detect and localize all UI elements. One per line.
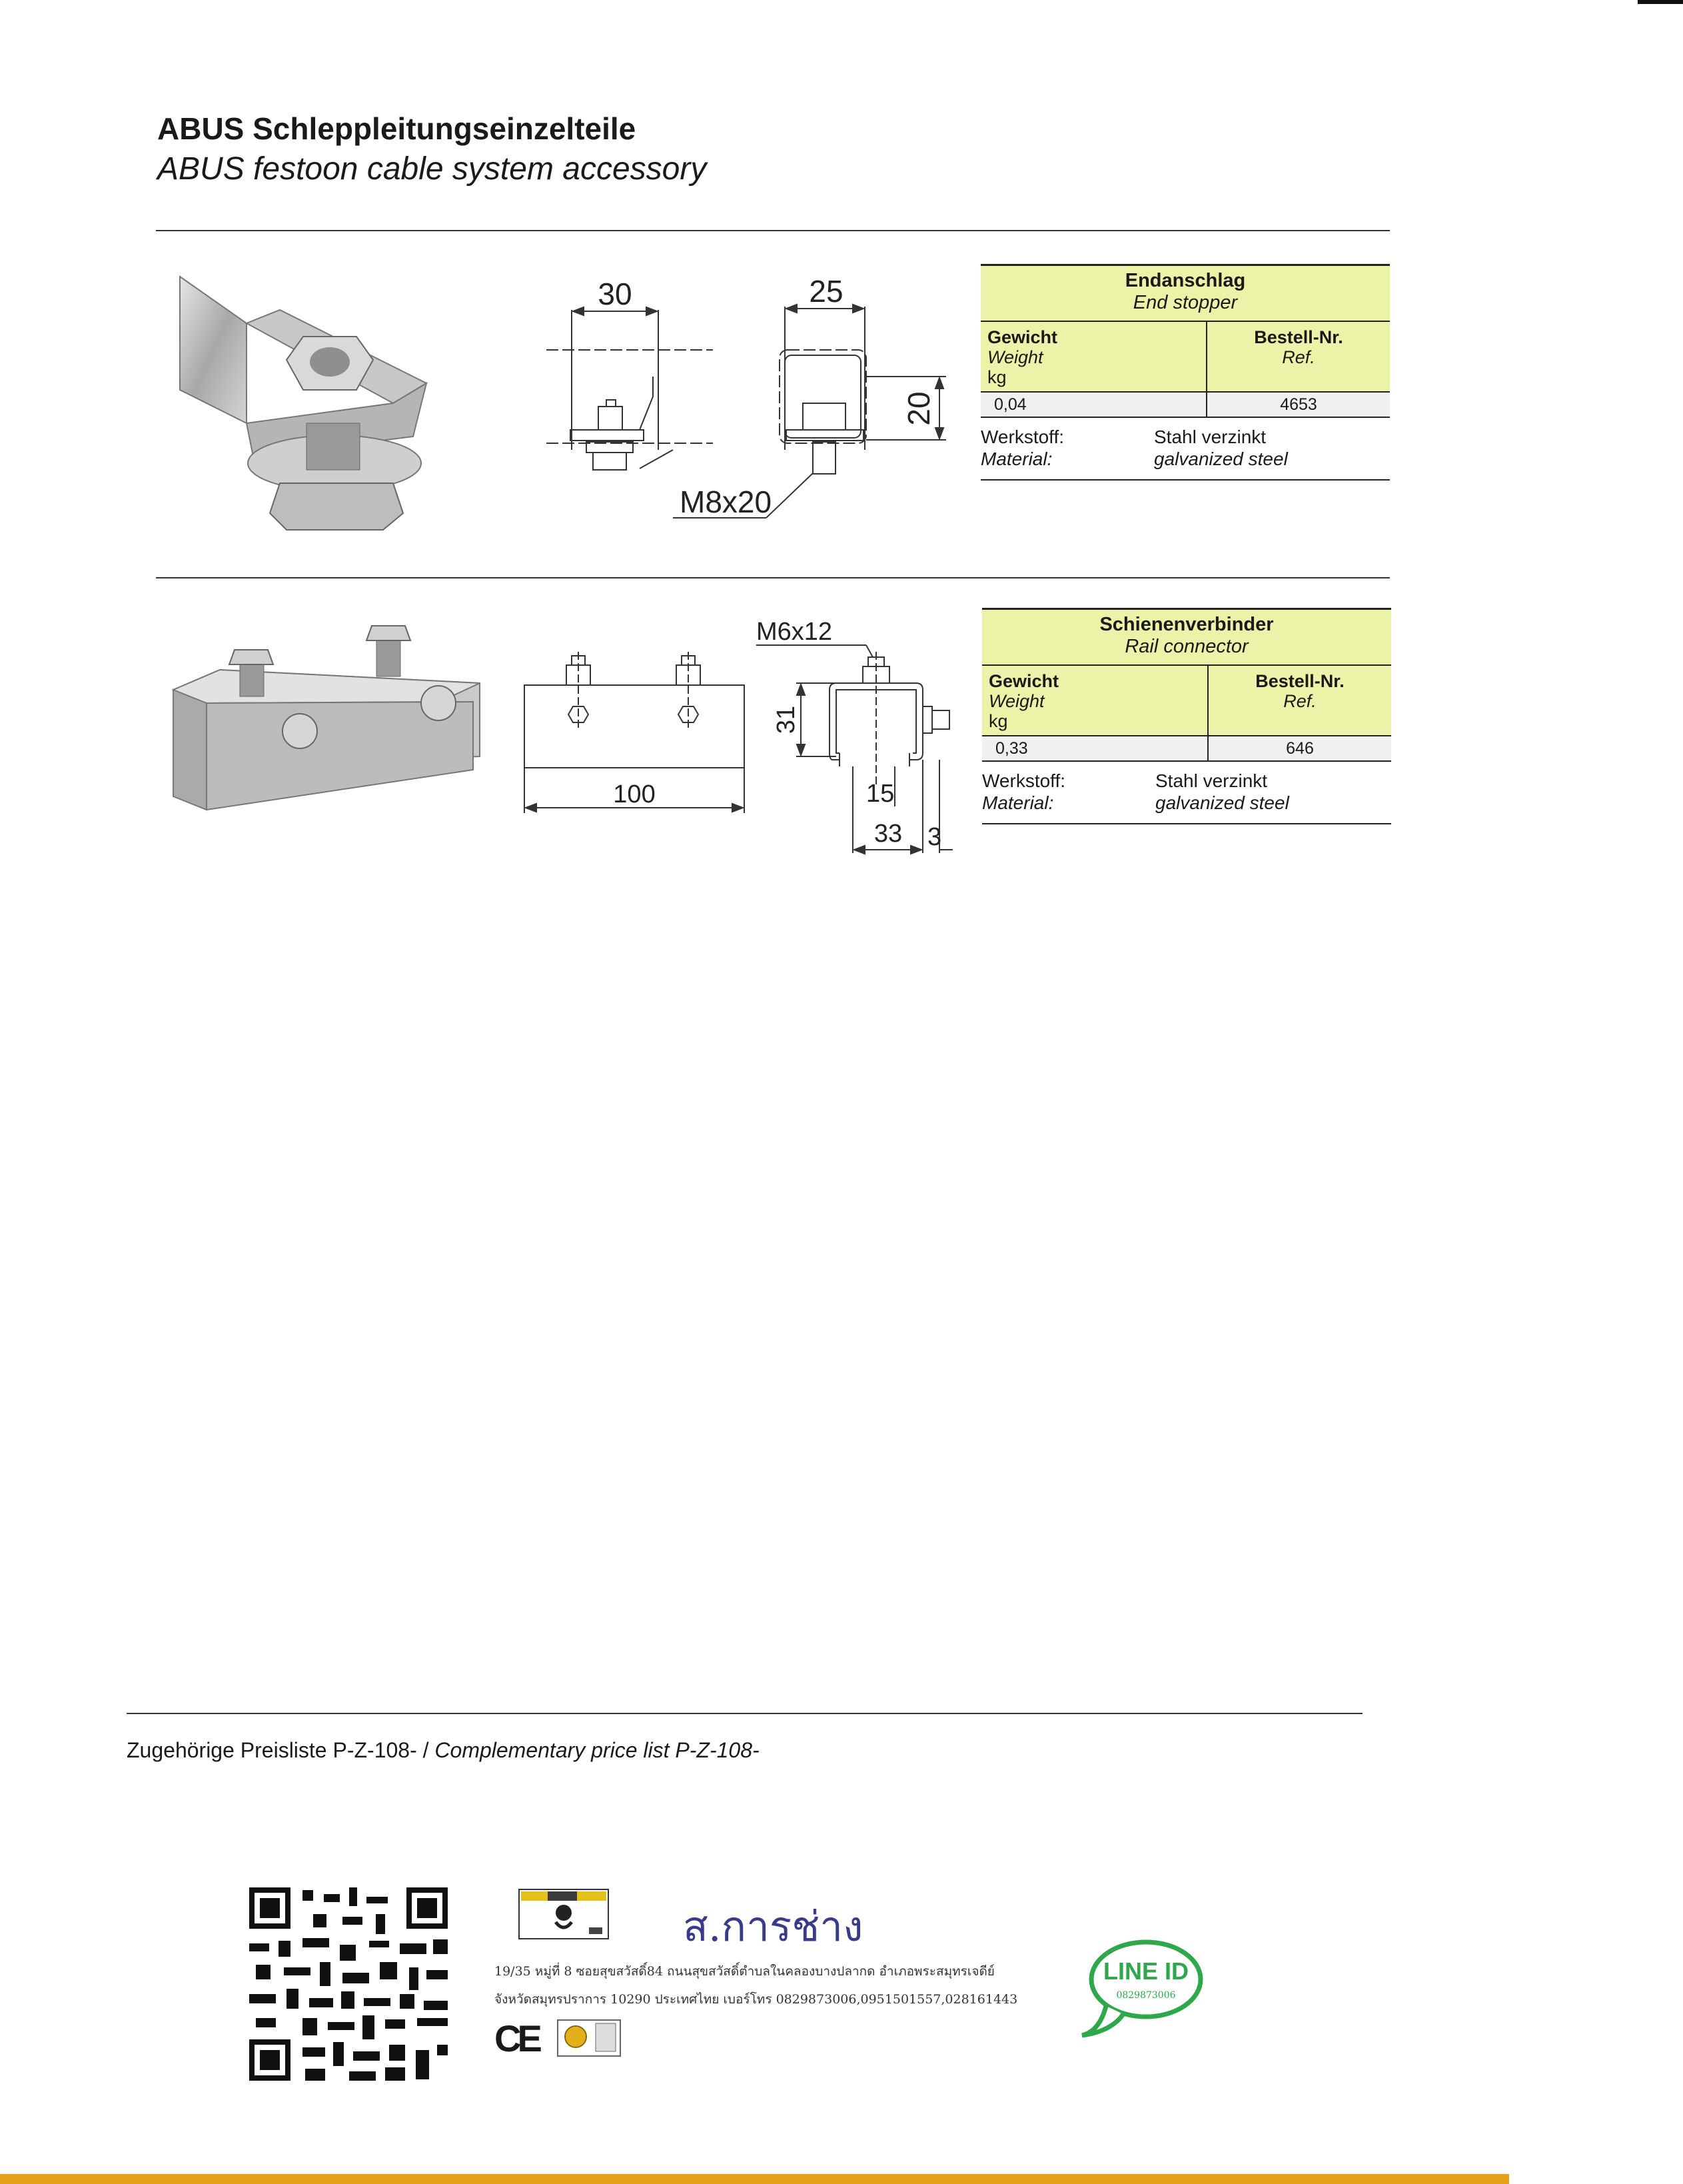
qr-code[interactable] [249, 1887, 448, 2081]
footer-divider [127, 1713, 1363, 1714]
address-line: จังหวัดสมุทรปราการ 10290 ประเทศไทย เบอร์โทร 0829873006,0951501557,028161443 [494, 1992, 1018, 2007]
dim-width-side: 25 [809, 274, 843, 309]
end-stopper-photo [153, 263, 446, 543]
page-subtitle: ABUS festoon cable system accessory [157, 151, 707, 187]
dim-lip: 3 [927, 823, 942, 851]
dealer-name: ส.การช่าง [683, 1902, 863, 1951]
pricelist-note [127, 1738, 760, 1763]
material-label-en: Material: [981, 449, 1053, 469]
material-value-en: galvanized steel [1155, 792, 1289, 813]
product-name-en: Rail connector [1125, 636, 1249, 657]
weight-label: Gewicht [987, 327, 1058, 347]
product-name: Endanschlag [1125, 270, 1246, 291]
ref-label-en: Ref. [1282, 347, 1315, 367]
dim-outer: 33 [873, 820, 903, 848]
ref-value: 4653 [1280, 395, 1317, 414]
dim-inner: 15 [866, 780, 895, 808]
material-value: Stahl verzinkt [1154, 427, 1267, 447]
dim-bolt: M8x20 [680, 485, 772, 519]
weight-label-en: Weight [987, 347, 1043, 367]
ref-value: 646 [1286, 739, 1314, 758]
end-stopper-drawing [520, 270, 959, 523]
end-stopper-spec-table [981, 264, 1390, 481]
material-label: Werkstoff: [981, 427, 1065, 447]
rail-connector-photo [160, 616, 493, 830]
ce-mark: CE [494, 2017, 538, 2059]
dim-length: 100 [613, 780, 656, 808]
rail-connector-drawing [520, 613, 959, 866]
divider [156, 577, 1390, 578]
dim-bolt: M6x12 [756, 618, 833, 646]
weight-value: 0,04 [981, 393, 1207, 417]
pricelist-de: Zugehörige Preisliste P-Z-108- / [127, 1738, 435, 1762]
ref-label-en: Ref. [1283, 691, 1317, 711]
page-title: ABUS Schleppleitungseinzelteile [157, 111, 636, 146]
line-label: LINE ID [1103, 1957, 1189, 1985]
weight-label: Gewicht [989, 671, 1059, 691]
material-value-en: galvanized steel [1154, 449, 1288, 469]
product-name-en: End stopper [1133, 292, 1238, 313]
weight-unit: kg [989, 711, 1008, 731]
address-line: 19/35 หมู่ที่ 8 ซอยสุขสวัสดิ์84 ถนนสุขสวัสดิ์ตำบลในคลองบางปลากด อำเภอพระสมุทรเจดีย์ [494, 1964, 995, 1979]
bottom-accent-bar [0, 2174, 1509, 2184]
material-label: Werkstoff: [982, 770, 1066, 791]
divider [156, 230, 1390, 231]
dim-height: 20 [901, 391, 936, 426]
weight-unit: kg [987, 367, 1007, 387]
dealer-address [494, 1957, 1017, 2013]
rail-connector-spec-table [982, 608, 1391, 824]
dealer-logo [518, 1889, 609, 1939]
weight-value: 0,33 [982, 736, 1209, 760]
material-label-en: Material: [982, 792, 1054, 813]
pricelist-en: Complementary price list P-Z-108- [434, 1738, 760, 1762]
ref-label: Bestell-Nr. [1254, 327, 1343, 347]
certification-icon [557, 2019, 621, 2057]
dim-width-front: 30 [598, 277, 632, 311]
product-name: Schienenverbinder [1099, 614, 1274, 635]
weight-label-en: Weight [989, 691, 1045, 711]
line-id-icon[interactable] [1079, 1938, 1206, 2038]
material-value: Stahl verzinkt [1155, 770, 1268, 791]
ref-label: Bestell-Nr. [1255, 671, 1345, 691]
dim-height: 31 [772, 705, 800, 734]
line-id-number: 0829873006 [1116, 1990, 1176, 2001]
scan-mark [1638, 0, 1683, 4]
